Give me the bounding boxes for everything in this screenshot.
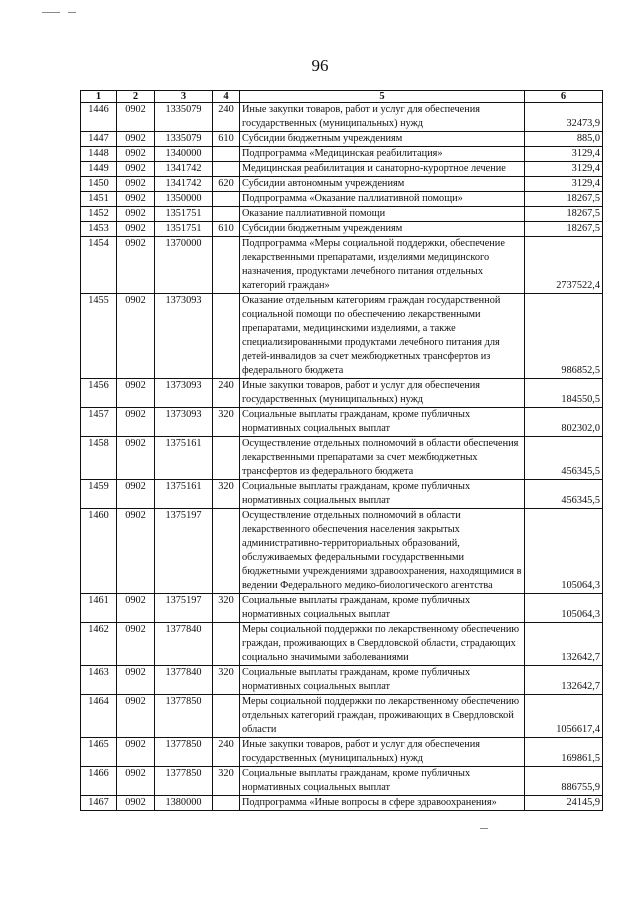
section-code-cell: 0902 — [117, 509, 155, 594]
expense-type-cell: 320 — [213, 594, 240, 623]
budget-table — [80, 90, 603, 811]
item-name-cell: Иные закупки товаров, работ и услуг для обеспечения государственных (муниципальных) нужд — [240, 103, 525, 132]
amount-cell: 105064,3 — [525, 594, 603, 623]
amount-cell: 132642,7 — [525, 666, 603, 695]
expense-type-cell: 610 — [213, 132, 240, 147]
section-code-cell: 0902 — [117, 237, 155, 294]
header-col-3: 3 — [155, 91, 213, 103]
expense-type-cell: 240 — [213, 738, 240, 767]
target-code-cell: 1335079 — [155, 132, 213, 147]
target-code-cell: 1350000 — [155, 192, 213, 207]
expense-type-cell — [213, 623, 240, 666]
row-number-cell: 1452 — [81, 207, 117, 222]
row-number-cell: 1446 — [81, 103, 117, 132]
section-code-cell: 0902 — [117, 408, 155, 437]
row-number-cell: 1462 — [81, 623, 117, 666]
target-code-cell: 1375161 — [155, 437, 213, 480]
amount-cell: 802302,0 — [525, 408, 603, 437]
expense-type-cell: 620 — [213, 177, 240, 192]
target-code-cell: 1351751 — [155, 207, 213, 222]
row-number-cell: 1465 — [81, 738, 117, 767]
section-code-cell: 0902 — [117, 796, 155, 811]
table-row — [81, 132, 603, 147]
target-code-cell: 1377850 — [155, 767, 213, 796]
section-code-cell: 0902 — [117, 738, 155, 767]
expense-type-cell — [213, 294, 240, 379]
amount-cell: 3129,4 — [525, 147, 603, 162]
amount-cell: 32473,9 — [525, 103, 603, 132]
item-name-cell: Социальные выплаты гражданам, кроме публичных нормативных социальных выплат — [240, 594, 525, 623]
page-number: 96 — [311, 56, 329, 75]
item-name-cell: Субсидии бюджетным учреждениям — [240, 132, 525, 147]
section-code-cell: 0902 — [117, 767, 155, 796]
scan-mark — [68, 12, 76, 13]
target-code-cell: 1335079 — [155, 103, 213, 132]
expense-type-cell: 240 — [213, 103, 240, 132]
table-header-row — [81, 91, 603, 103]
scan-mark — [480, 828, 488, 829]
target-code-cell: 1377840 — [155, 666, 213, 695]
expense-type-cell — [213, 147, 240, 162]
expense-type-cell: 320 — [213, 408, 240, 437]
section-code-cell: 0902 — [117, 294, 155, 379]
row-number-cell: 1448 — [81, 147, 117, 162]
table-row — [81, 480, 603, 509]
section-code-cell: 0902 — [117, 480, 155, 509]
amount-cell: 18267,5 — [525, 222, 603, 237]
table-row — [81, 509, 603, 594]
item-name-cell: Социальные выплаты гражданам, кроме публичных нормативных социальных выплат — [240, 767, 525, 796]
expense-type-cell: 320 — [213, 480, 240, 509]
section-code-cell: 0902 — [117, 666, 155, 695]
table-row — [81, 623, 603, 666]
item-name-cell: Социальные выплаты гражданам, кроме публичных нормативных социальных выплат — [240, 666, 525, 695]
table-row — [81, 767, 603, 796]
target-code-cell: 1373093 — [155, 379, 213, 408]
target-code-cell: 1375197 — [155, 594, 213, 623]
section-code-cell: 0902 — [117, 132, 155, 147]
target-code-cell: 1380000 — [155, 796, 213, 811]
table-row — [81, 437, 603, 480]
section-code-cell: 0902 — [117, 192, 155, 207]
amount-cell: 456345,5 — [525, 437, 603, 480]
item-name-cell: Осуществление отдельных полномочий в области лекарственного обеспечения населения закрытых административно-территориальных образований, обслуживаемых федеральными государственными бюджетными учреждениями здравоохранения, находящимися в ведении Федерального медико-биологического агентства — [240, 509, 525, 594]
target-code-cell: 1373093 — [155, 294, 213, 379]
item-name-cell: Иные закупки товаров, работ и услуг для обеспечения государственных (муниципальных) нужд — [240, 379, 525, 408]
section-code-cell: 0902 — [117, 162, 155, 177]
expense-type-cell — [213, 437, 240, 480]
section-code-cell: 0902 — [117, 103, 155, 132]
row-number-cell: 1467 — [81, 796, 117, 811]
table-body — [81, 103, 603, 811]
item-name-cell: Социальные выплаты гражданам, кроме публичных нормативных социальных выплат — [240, 480, 525, 509]
table-row — [81, 738, 603, 767]
amount-cell: 18267,5 — [525, 207, 603, 222]
table-row — [81, 147, 603, 162]
table-row — [81, 207, 603, 222]
row-number-cell: 1450 — [81, 177, 117, 192]
amount-cell: 456345,5 — [525, 480, 603, 509]
row-number-cell: 1451 — [81, 192, 117, 207]
expense-type-cell: 320 — [213, 666, 240, 695]
row-number-cell: 1454 — [81, 237, 117, 294]
amount-cell: 886755,9 — [525, 767, 603, 796]
table-row — [81, 237, 603, 294]
target-code-cell: 1341742 — [155, 162, 213, 177]
target-code-cell: 1370000 — [155, 237, 213, 294]
item-name-cell: Меры социальной поддержки по лекарственному обеспечению граждан, проживающих в Свердловской области, страдающих социально значимыми заболеваниями — [240, 623, 525, 666]
row-number-cell: 1463 — [81, 666, 117, 695]
item-name-cell: Подпрограмма «Иные вопросы в сфере здравоохранения» — [240, 796, 525, 811]
target-code-cell: 1377840 — [155, 623, 213, 666]
amount-cell: 986852,5 — [525, 294, 603, 379]
row-number-cell: 1459 — [81, 480, 117, 509]
amount-cell: 1056617,4 — [525, 695, 603, 738]
item-name-cell: Подпрограмма «Медицинская реабилитация» — [240, 147, 525, 162]
expense-type-cell — [213, 237, 240, 294]
amount-cell: 105064,3 — [525, 509, 603, 594]
item-name-cell: Подпрограмма «Меры социальной поддержки, обеспечение лекарственными препаратами, изделиями медицинского назначения, продуктами лечебного питания отдельных категорий граждан» — [240, 237, 525, 294]
target-code-cell: 1375197 — [155, 509, 213, 594]
section-code-cell: 0902 — [117, 695, 155, 738]
table-row — [81, 408, 603, 437]
item-name-cell: Меры социальной поддержки по лекарственному обеспечению отдельных категорий граждан, проживающих в Свердловской области — [240, 695, 525, 738]
amount-cell: 132642,7 — [525, 623, 603, 666]
row-number-cell: 1447 — [81, 132, 117, 147]
item-name-cell: Социальные выплаты гражданам, кроме публичных нормативных социальных выплат — [240, 408, 525, 437]
expense-type-cell — [213, 509, 240, 594]
table-row — [81, 222, 603, 237]
scan-mark — [42, 12, 60, 13]
amount-cell: 24145,9 — [525, 796, 603, 811]
expense-type-cell: 240 — [213, 379, 240, 408]
table-row — [81, 379, 603, 408]
item-name-cell: Субсидии автономным учреждениям — [240, 177, 525, 192]
section-code-cell: 0902 — [117, 594, 155, 623]
expense-type-cell — [213, 695, 240, 738]
item-name-cell: Подпрограмма «Оказание паллиативной помощи» — [240, 192, 525, 207]
header-col-2: 2 — [117, 91, 155, 103]
row-number-cell: 1457 — [81, 408, 117, 437]
table-row — [81, 666, 603, 695]
amount-cell: 3129,4 — [525, 177, 603, 192]
amount-cell: 169861,5 — [525, 738, 603, 767]
section-code-cell: 0902 — [117, 623, 155, 666]
row-number-cell: 1456 — [81, 379, 117, 408]
header-col-6: 6 — [525, 91, 603, 103]
section-code-cell: 0902 — [117, 177, 155, 192]
target-code-cell: 1375161 — [155, 480, 213, 509]
header-col-1: 1 — [81, 91, 117, 103]
row-number-cell: 1449 — [81, 162, 117, 177]
section-code-cell: 0902 — [117, 379, 155, 408]
row-number-cell: 1460 — [81, 509, 117, 594]
section-code-cell: 0902 — [117, 147, 155, 162]
target-code-cell: 1351751 — [155, 222, 213, 237]
row-number-cell: 1458 — [81, 437, 117, 480]
header-col-4: 4 — [213, 91, 240, 103]
expense-type-cell: 610 — [213, 222, 240, 237]
section-code-cell: 0902 — [117, 222, 155, 237]
amount-cell: 2737522,4 — [525, 237, 603, 294]
target-code-cell: 1377850 — [155, 695, 213, 738]
amount-cell: 184550,5 — [525, 379, 603, 408]
amount-cell: 3129,4 — [525, 162, 603, 177]
row-number-cell: 1466 — [81, 767, 117, 796]
row-number-cell: 1453 — [81, 222, 117, 237]
table-row — [81, 695, 603, 738]
expense-type-cell — [213, 796, 240, 811]
item-name-cell: Оказание отдельным категориям граждан государственной социальной помощи по обеспечению лекарственными препаратами, медицинскими изделиями, а также специализированными продуктами лечебного питания для детей-инвалидов за счет межбюджетных трансфертов из федерального бюджета — [240, 294, 525, 379]
row-number-cell: 1455 — [81, 294, 117, 379]
header-col-5: 5 — [240, 91, 525, 103]
row-number-cell: 1461 — [81, 594, 117, 623]
item-name-cell: Медицинская реабилитация и санаторно-курортное лечение — [240, 162, 525, 177]
table-row — [81, 594, 603, 623]
item-name-cell: Иные закупки товаров, работ и услуг для обеспечения государственных (муниципальных) нужд — [240, 738, 525, 767]
target-code-cell: 1377850 — [155, 738, 213, 767]
table-row — [81, 192, 603, 207]
target-code-cell: 1373093 — [155, 408, 213, 437]
expense-type-cell — [213, 192, 240, 207]
table-row — [81, 177, 603, 192]
expense-type-cell — [213, 207, 240, 222]
expense-type-cell — [213, 162, 240, 177]
section-code-cell: 0902 — [117, 207, 155, 222]
row-number-cell: 1464 — [81, 695, 117, 738]
table-row — [81, 796, 603, 811]
amount-cell: 18267,5 — [525, 192, 603, 207]
item-name-cell: Оказание паллиативной помощи — [240, 207, 525, 222]
amount-cell: 885,0 — [525, 132, 603, 147]
table-row — [81, 103, 603, 132]
table-row — [81, 294, 603, 379]
table-row — [81, 162, 603, 177]
item-name-cell: Осуществление отдельных полномочий в области обеспечения лекарственными препаратами за счет межбюджетных трансфертов из федерального бюджета — [240, 437, 525, 480]
target-code-cell: 1341742 — [155, 177, 213, 192]
target-code-cell: 1340000 — [155, 147, 213, 162]
expense-type-cell: 320 — [213, 767, 240, 796]
item-name-cell: Субсидии бюджетным учреждениям — [240, 222, 525, 237]
section-code-cell: 0902 — [117, 437, 155, 480]
